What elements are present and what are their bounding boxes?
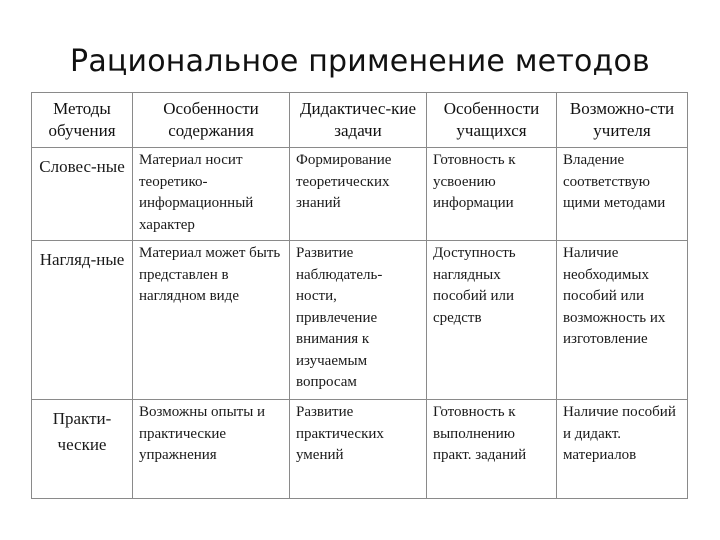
page-title: Рациональное применение методов bbox=[70, 44, 650, 79]
method-cell: Словес-ные bbox=[32, 148, 133, 241]
header-methods bbox=[32, 93, 133, 148]
students-cell: Доступность наглядных пособий или средств bbox=[427, 241, 557, 400]
header-row bbox=[32, 93, 688, 148]
method-cell: Нагляд-ные bbox=[32, 241, 133, 400]
teacher-cell: Наличие пособий и дидакт. материалов bbox=[557, 400, 688, 499]
table-row bbox=[32, 241, 688, 400]
header-content-label: Особенности содержания bbox=[163, 99, 259, 140]
tasks-cell: Развитие практических умений bbox=[290, 400, 427, 499]
teacher-cell: Наличие необходимых пособий или возможность их изготовление bbox=[557, 241, 688, 400]
tasks-cell: Развитие наблюдатель-ности, привлечение внимания к изучаемым вопросам bbox=[290, 241, 427, 400]
teacher-cell: Владение соответствую щими методами bbox=[557, 148, 688, 241]
header-students-label: Особенности учащихся bbox=[443, 99, 540, 140]
header-teacher bbox=[557, 93, 688, 148]
content-cell: Материал носит теоретико-информационный характер bbox=[133, 148, 290, 241]
header-teacher-label: Возможно-сти учителя bbox=[569, 99, 675, 140]
header-content bbox=[133, 93, 290, 148]
header-tasks bbox=[290, 93, 427, 148]
students-cell: Готовность к усвоению информации bbox=[427, 148, 557, 241]
header-tasks-label: Дидактичес-кие задачи bbox=[299, 99, 417, 140]
header-students bbox=[427, 93, 557, 148]
table-row bbox=[32, 148, 688, 241]
students-cell: Готовность к выполнению практ. заданий bbox=[427, 400, 557, 499]
header-methods-label: Методы обучения bbox=[48, 99, 116, 140]
tasks-cell: Формирование теоретических знаний bbox=[290, 148, 427, 241]
content-cell: Материал может быть представлен в наглядном виде bbox=[133, 241, 290, 400]
method-cell: Практи-ческие bbox=[32, 400, 133, 499]
content-cell: Возможны опыты и практические упражнения bbox=[133, 400, 290, 499]
table-row bbox=[32, 400, 688, 499]
methods-table bbox=[31, 92, 688, 499]
